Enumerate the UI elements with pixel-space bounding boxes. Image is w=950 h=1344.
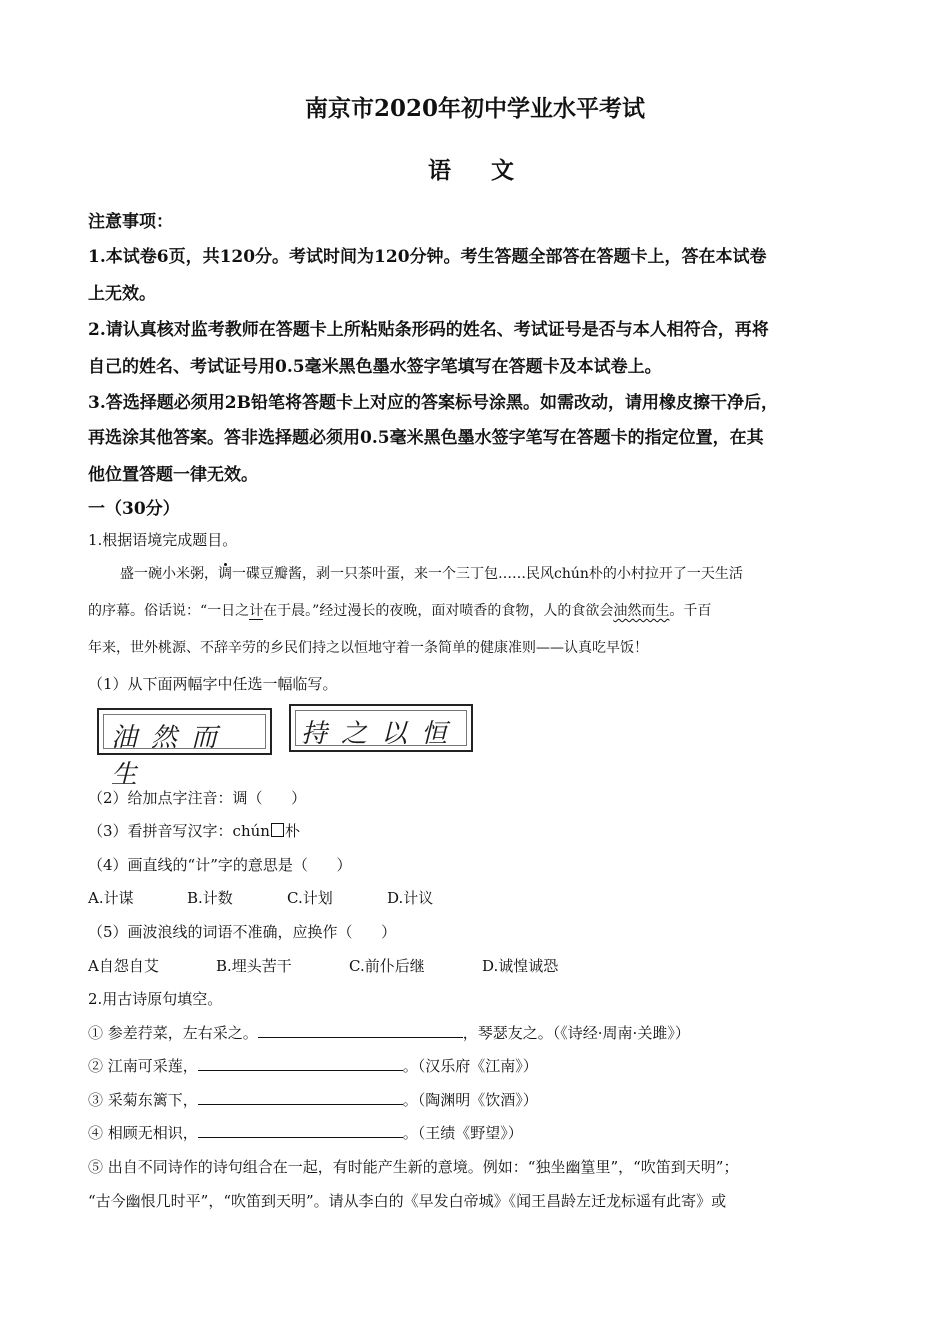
answer-blank[interactable] bbox=[258, 1023, 463, 1038]
poem-item-5: ⑤ 出自不同诗作的诗句组合在一起，有时能产生新的意境。例如：“独坐幽篁里”，“吹笛到天明”； bbox=[88, 1158, 739, 1176]
passage-line-3: 年来，世外桃源、不辞辛劳的乡民们持之以恒地守着一条简单的健康准则——认真吃早饭！ bbox=[88, 640, 648, 656]
dotted-char: 调 bbox=[218, 566, 232, 582]
sub-question-1: （1）从下面两幅字中任选一幅临写。 bbox=[88, 675, 338, 693]
poem-item-4: ④ 相顾无相识， 。（王绩《野望》） bbox=[88, 1124, 523, 1142]
question-1-prompt: 1.根据语境完成题目。 bbox=[88, 531, 238, 549]
option-a: A.计谋 bbox=[88, 889, 134, 907]
section-heading: 一（30分） bbox=[88, 499, 180, 519]
option-d: D.计议 bbox=[387, 889, 434, 907]
answer-blank[interactable] bbox=[198, 1090, 403, 1105]
notice-line: 3.答选择题必须用2B铅笔将答题卡上对应的答案标号涂黑。如需改动，请用橡皮擦干净后， bbox=[88, 393, 778, 413]
blank-box bbox=[271, 823, 284, 837]
option-a: A自怨自艾 bbox=[88, 957, 159, 975]
notice-line: 2.请认真核对监考教师在答题卡上所粘贴条形码的姓名、考试证号是否与本人相符合，再将 bbox=[88, 320, 769, 340]
poem-item-5-cont: “古今幽恨几时平”，“吹笛到天明”。请从李白的《早发白帝城》《闻王昌龄左迁龙标遥有此寄》或 bbox=[88, 1192, 727, 1210]
sub-question-5: （5）画波浪线的词语不准确，应换作（ ） bbox=[88, 923, 397, 941]
passage-line-2: 的序幕。俗话说：“一日之计在于晨。”经过漫长的夜晚，面对喷香的食物，人的食欲会油然而生。千百 bbox=[88, 603, 712, 619]
answer-blank[interactable] bbox=[198, 1123, 403, 1138]
notice-line: 上无效。 bbox=[88, 284, 156, 304]
notice-heading: 注意事项： bbox=[88, 212, 173, 232]
notice-line: 自己的姓名、考试证号用0.5毫米黑色墨水签字笔填写在答题卡及本试卷上。 bbox=[88, 357, 662, 377]
sub-question-4-options bbox=[88, 887, 433, 908]
sub-question-2: （2）给加点字注音：调（ ） bbox=[88, 789, 307, 807]
option-b: B.计数 bbox=[187, 889, 233, 907]
answer-blank[interactable] bbox=[198, 1056, 403, 1071]
option-b: B.埋头苦干 bbox=[216, 957, 292, 975]
notice-line: 再选涂其他答案。答非选择题必须用0.5毫米黑色墨水签字笔写在答题卡的指定位置，在其 bbox=[88, 428, 764, 448]
subject-title: 语 文 bbox=[427, 157, 522, 184]
exam-title: 南京市2020年初中学业水平考试 bbox=[304, 95, 645, 122]
calligraphy-sample-2: 持之以恒 bbox=[289, 704, 473, 752]
wavy-underlined-word: 油然而生 bbox=[613, 603, 670, 619]
notice-line: 他位置答题一律无效。 bbox=[88, 465, 258, 485]
sub-question-3: （3）看拼音写汉字：chún 朴 bbox=[88, 822, 300, 840]
notice-line: 1.本试卷6页，共120分。考试时间为120分钟。考生答题全部答在答题卡上，答在本试卷 bbox=[88, 247, 767, 267]
poem-item-3: ③ 采菊东篱下， 。（陶渊明《饮酒》） bbox=[88, 1091, 538, 1109]
underlined-char: 计 bbox=[249, 603, 264, 619]
poem-item-2: ② 江南可采莲， 。（汉乐府《江南》） bbox=[88, 1057, 538, 1075]
calligraphy-sample-1: 油然而生 bbox=[97, 708, 272, 755]
sub-question-4: （4）画直线的“计”字的意思是（ ） bbox=[88, 856, 352, 874]
option-c: C.前仆后继 bbox=[349, 957, 425, 975]
option-c: C.计划 bbox=[287, 889, 333, 907]
question-2-prompt: 2.用古诗原句填空。 bbox=[88, 990, 223, 1008]
passage-line-1: 盛一碗小米粥，调一碟豆瓣酱，剥一只茶叶蛋，来一个三丁包……民风chún朴的小村拉开了一天生活 bbox=[120, 566, 743, 582]
poem-item-1: ① 参差荇菜，左右采之。 ，琴瑟友之。（《诗经·周南·关雎》） bbox=[88, 1024, 690, 1042]
sub-question-5-options bbox=[88, 955, 558, 976]
option-d: D.诚惶诚恐 bbox=[482, 957, 559, 975]
